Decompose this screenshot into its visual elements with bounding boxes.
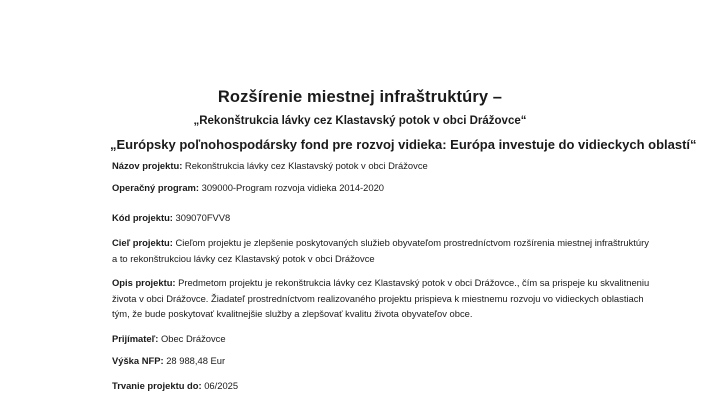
project-goal-value: Cieľom projektu je zlepšenie poskytovaných služieb obyvateľom prostredníctvom rozšírenia miestnej infraštruktúry a to rekonštrukciou lávky cez Klastavský potok v obci Drážovce — [112, 237, 649, 264]
nfp-amount-value: 28 988,48 Eur — [163, 355, 226, 366]
project-goal-field — [112, 235, 652, 266]
program-label: Operačný program: — [112, 182, 200, 193]
program-field — [112, 180, 652, 196]
duration-value: 06/2025 — [201, 380, 239, 391]
project-code-value: 309070FVV8 — [172, 212, 231, 223]
recipient-field — [112, 331, 652, 347]
project-description-value: Predmetom projektu je rekonštrukcia lávky cez Klastavský potok v obci Drážovce., čím sa prispeje ku skvalitneniu života v obci Drážovce. Žiadateľ prostredníctvom realizovaného projektu prispieva k miestnemu rozvoju vo vidieckych oblastiach tým, že bude poskytovať kvalitnejšie služby a zlepšovať kvalitu života obyvateľov obce. — [112, 277, 650, 319]
fund-heading: „Európsky poľnohospodársky fond pre rozvoj vidieka: Európa investuje do vidieckych oblastí“ — [110, 137, 697, 152]
project-goal-label: Cieľ projektu: — [112, 237, 173, 248]
duration-label: Trvanie projektu do: — [112, 380, 202, 391]
nfp-amount-label: Výška NFP: — [112, 355, 164, 366]
nfp-amount-field — [112, 353, 652, 369]
project-name-field — [112, 158, 652, 174]
project-name-value: Rekonštrukcia lávky cez Klastavský potok v obci Drážovce — [182, 160, 428, 171]
project-description-field — [112, 275, 652, 322]
document-subtitle: „Rekonštrukcia lávky cez Klastavský potok v obci Drážovce“ — [193, 115, 527, 127]
project-description-label: Opis projektu: — [112, 277, 176, 288]
program-value: 309000-Program rozvoja vidieka 2014-2020 — [199, 182, 385, 193]
duration-field — [112, 378, 652, 394]
project-code-label: Kód projektu: — [112, 212, 173, 223]
project-name-label: Názov projektu: — [112, 160, 183, 171]
project-code-field — [112, 210, 652, 226]
document-title: Rozšírenie miestnej infraštruktúry – — [217, 88, 503, 106]
recipient-value: Obec Drážovce — [158, 333, 226, 344]
recipient-label: Prijímateľ: — [112, 333, 159, 344]
